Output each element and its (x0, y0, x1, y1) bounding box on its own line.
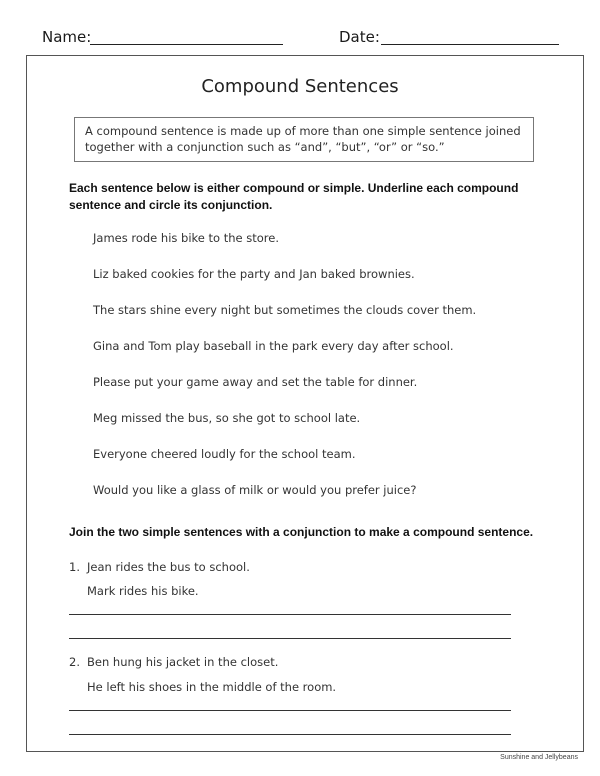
part2-instructions: Join the two simple sentences with a conjunction to make a compound sentence. (69, 525, 534, 539)
question-number: 2. (69, 655, 80, 669)
sentence-item: Gina and Tom play baseball in the park every day after school. (93, 339, 454, 353)
footer-credit: Sunshine and Jellybeans (500, 754, 578, 761)
question-second-sentence: He left his shoes in the middle of the room. (87, 680, 337, 694)
definition-box: A compound sentence is made up of more than one simple sentence joined together with a conjunction such as “and”, “but”, “or” or “so.” (74, 117, 534, 162)
answer-line[interactable] (69, 638, 511, 639)
question-second-sentence: Mark rides his bike. (87, 584, 199, 598)
name-label: Name: (42, 28, 92, 46)
worksheet-header (42, 28, 558, 52)
question-first-sentence: Jean rides the bus to school. (87, 560, 250, 574)
sentence-item: James rode his bike to the store. (93, 231, 279, 245)
answer-line[interactable] (69, 710, 511, 711)
date-label: Date: (339, 28, 380, 46)
sentence-item: The stars shine every night but sometimes the clouds cover them. (93, 303, 477, 317)
sentence-item: Would you like a glass of milk or would you prefer juice? (93, 483, 417, 497)
sentence-item: Liz baked cookies for the party and Jan baked brownies. (93, 267, 415, 281)
answer-line[interactable] (69, 734, 511, 735)
date-write-line[interactable] (381, 44, 559, 45)
name-write-line[interactable] (90, 44, 283, 45)
sentence-item: Meg missed the bus, so she got to school late. (93, 411, 361, 425)
sentence-item: Please put your game away and set the table for dinner. (93, 375, 418, 389)
worksheet-title: Compound Sentences (201, 76, 399, 97)
answer-line[interactable] (69, 614, 511, 615)
question-first-sentence: Ben hung his jacket in the closet. (87, 655, 279, 669)
question-number: 1. (69, 560, 80, 574)
sentence-item: Everyone cheered loudly for the school team. (93, 447, 356, 461)
part1-instructions: Each sentence below is either compound or simple. Underline each compound sentence and circle its conjunction. (69, 181, 519, 212)
